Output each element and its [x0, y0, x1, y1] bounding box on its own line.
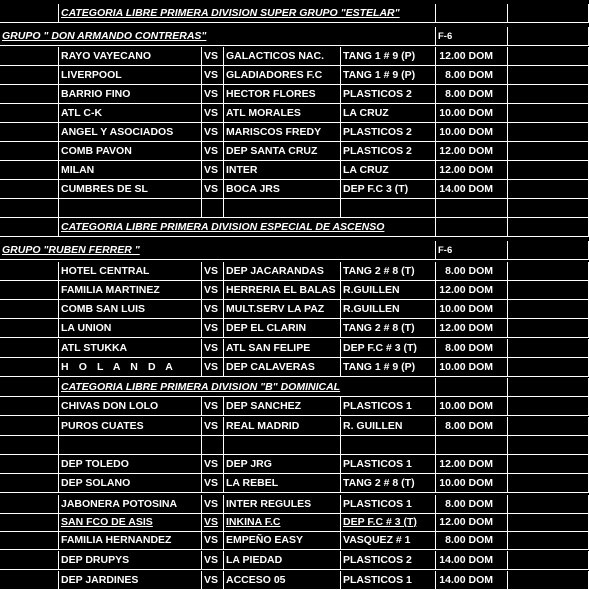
venue: PLASTICOS 1: [341, 495, 436, 514]
empty-cell: [436, 378, 508, 397]
empty-cell: [508, 495, 589, 514]
home-team: FAMILIA MARTINEZ: [59, 281, 202, 300]
empty-cell: [0, 474, 59, 493]
home-team: ANGEL Y ASOCIADOS: [59, 123, 202, 142]
match-row: [0, 47, 589, 66]
venue: R.GUILLEN: [341, 300, 436, 319]
empty-cell: [508, 142, 589, 161]
empty-cell: [508, 241, 589, 260]
empty-cell: [508, 281, 589, 300]
versus-label: VS: [202, 104, 224, 123]
home-team: FAMILIA HERNANDEZ: [59, 531, 202, 550]
home-team: ATL C-K: [59, 104, 202, 123]
versus-label: VS: [202, 358, 224, 377]
versus-label: VS: [202, 474, 224, 493]
match-time: 12.00 DOM: [436, 142, 508, 161]
versus-label: VS: [202, 531, 224, 550]
empty-cell: [0, 199, 59, 218]
match-time: 12.00 DOM: [436, 47, 508, 66]
empty-cell: [508, 4, 589, 23]
empty-cell: [202, 436, 224, 455]
match-time: 10.00 DOM: [436, 474, 508, 493]
versus-label: VS: [202, 571, 224, 590]
away-team: DEP CALAVERAS: [224, 358, 341, 377]
empty-cell: [0, 142, 59, 161]
venue: LA CRUZ: [341, 161, 436, 180]
away-team: LA REBEL: [224, 474, 341, 493]
versus-label: VS: [202, 161, 224, 180]
empty-cell: [508, 339, 589, 358]
home-team: COMB PAVON: [59, 142, 202, 161]
versus-label: VS: [202, 142, 224, 161]
home-team: DEP DRUPYS: [59, 551, 202, 570]
versus-label: VS: [202, 47, 224, 66]
empty-cell: [508, 571, 589, 590]
empty-cell: [0, 436, 59, 455]
match-row: [0, 262, 589, 281]
empty-cell: [508, 551, 589, 570]
match-time: 12.00 DOM: [436, 455, 508, 474]
empty-cell: [508, 474, 589, 493]
empty-cell: [508, 531, 589, 550]
match-row: [0, 474, 589, 493]
match-time: 14.00 DOM: [436, 180, 508, 199]
category-title: CATEGORIA LIBRE PRIMERA DIVISION "B" DOMINICAL: [59, 378, 436, 397]
match-row: [0, 300, 589, 319]
versus-label: VS: [202, 85, 224, 104]
group-row: [0, 27, 589, 46]
match-row: [0, 495, 589, 514]
away-team: INTER: [224, 161, 341, 180]
match-time: 8.00 DOM: [436, 417, 508, 436]
match-row: [0, 319, 589, 338]
versus-label: VS: [202, 417, 224, 436]
match-row: [0, 180, 589, 199]
home-team: JABONERA POTOSINA: [59, 495, 202, 514]
match-time: 10.00 DOM: [436, 397, 508, 416]
empty-cell: [0, 397, 59, 416]
venue: TANG 2 # 8 (T): [341, 262, 436, 281]
group-title: GRUPO " DON ARMANDO CONTRERAS": [0, 27, 436, 46]
away-team: DEP EL CLARIN: [224, 319, 341, 338]
match-time: 12.00 DOM: [436, 513, 508, 532]
empty-cell: [0, 104, 59, 123]
match-time: 8.00 DOM: [436, 531, 508, 550]
empty-cell: [436, 199, 508, 218]
home-team: H O L A N D A: [59, 358, 202, 377]
empty-cell: [341, 199, 436, 218]
match-row: [0, 513, 589, 532]
match-time: 12.00 DOM: [436, 281, 508, 300]
empty-cell: [508, 104, 589, 123]
away-team: ATL MORALES: [224, 104, 341, 123]
empty-cell: [0, 571, 59, 590]
empty-cell: [508, 199, 589, 218]
field-label: F-6: [436, 241, 508, 260]
match-time: 12.00 DOM: [436, 319, 508, 338]
empty-cell: [508, 47, 589, 66]
venue: PLASTICOS 1: [341, 571, 436, 590]
match-row: [0, 571, 589, 590]
away-team: MARISCOS FREDY: [224, 123, 341, 142]
empty-cell: [0, 4, 59, 23]
match-time: 8.00 DOM: [436, 495, 508, 514]
venue: TANG 2 # 8 (T): [341, 319, 436, 338]
empty-cell: [0, 378, 59, 397]
empty-cell: [508, 300, 589, 319]
match-row: [0, 339, 589, 358]
empty-cell: [0, 531, 59, 550]
away-team: INTER REGULES: [224, 495, 341, 514]
versus-label: VS: [202, 339, 224, 358]
empty-cell: [224, 436, 341, 455]
home-team: SAN FCO DE ASIS: [59, 513, 202, 532]
empty-cell: [0, 513, 59, 532]
venue: TANG 1 # 9 (P): [341, 66, 436, 85]
venue: VASQUEZ # 1: [341, 531, 436, 550]
versus-label: VS: [202, 397, 224, 416]
venue: PLASTICOS 1: [341, 397, 436, 416]
category-row: [0, 378, 589, 397]
match-time: 8.00 DOM: [436, 339, 508, 358]
empty-cell: [0, 281, 59, 300]
empty-cell: [202, 199, 224, 218]
empty-cell: [508, 397, 589, 416]
versus-label: VS: [202, 180, 224, 199]
empty-cell: [508, 180, 589, 199]
empty-cell: [436, 4, 508, 23]
away-team: HECTOR FLORES: [224, 85, 341, 104]
home-team: CUMBRES DE SL: [59, 180, 202, 199]
away-team: DEP SANTA CRUZ: [224, 142, 341, 161]
venue: LA CRUZ: [341, 104, 436, 123]
empty-cell: [0, 85, 59, 104]
venue: TANG 1 # 9 (P): [341, 358, 436, 377]
venue: R. GUILLEN: [341, 417, 436, 436]
venue: DEP F.C # 3 (T): [341, 513, 436, 532]
match-time: 8.00 DOM: [436, 66, 508, 85]
category-title: CATEGORIA LIBRE PRIMERA DIVISION SUPER GRUPO "ESTELAR": [59, 4, 436, 23]
empty-cell: [59, 199, 202, 218]
home-team: CHIVAS DON LOLO: [59, 397, 202, 416]
versus-label: VS: [202, 300, 224, 319]
empty-cell: [508, 358, 589, 377]
match-time: 8.00 DOM: [436, 262, 508, 281]
home-team: DEP JARDINES: [59, 571, 202, 590]
category-row: [0, 4, 589, 23]
group-title: GRUPO "RUBEN FERRER ": [0, 241, 436, 260]
home-team: ATL STUKKA: [59, 339, 202, 358]
versus-label: VS: [202, 66, 224, 85]
empty-cell: [0, 339, 59, 358]
match-row: [0, 417, 589, 436]
home-team: DEP SOLANO: [59, 474, 202, 493]
match-time: 10.00 DOM: [436, 104, 508, 123]
empty-cell: [0, 551, 59, 570]
empty-cell: [0, 123, 59, 142]
empty-cell: [508, 378, 589, 397]
field-label: F-6: [436, 27, 508, 46]
versus-label: VS: [202, 262, 224, 281]
away-team: MULT.SERV LA PAZ: [224, 300, 341, 319]
venue: PLASTICOS 1: [341, 455, 436, 474]
match-row: [0, 142, 589, 161]
empty-cell: [508, 513, 589, 532]
away-team: EMPEÑO EASY: [224, 531, 341, 550]
empty-cell: [508, 436, 589, 455]
venue: DEP F.C # 3 (T): [341, 339, 436, 358]
away-team: ACCESO 05: [224, 571, 341, 590]
empty-cell: [0, 358, 59, 377]
away-team: GALACTICOS NAC.: [224, 47, 341, 66]
empty-cell: [436, 436, 508, 455]
venue: DEP F.C 3 (T): [341, 180, 436, 199]
group-row: [0, 241, 589, 260]
empty-cell: [0, 262, 59, 281]
away-team: GLADIADORES F.C: [224, 66, 341, 85]
empty-cell: [224, 199, 341, 218]
venue: PLASTICOS 2: [341, 123, 436, 142]
match-row: [0, 397, 589, 416]
away-team: INKINA F.C: [224, 513, 341, 532]
empty-cell: [0, 218, 59, 237]
match-row: [0, 531, 589, 550]
away-team: DEP SANCHEZ: [224, 397, 341, 416]
empty-cell: [341, 436, 436, 455]
empty-cell: [508, 262, 589, 281]
venue: TANG 1 # 9 (P): [341, 47, 436, 66]
empty-cell: [508, 161, 589, 180]
empty-cell: [508, 218, 589, 237]
empty-cell: [0, 455, 59, 474]
home-team: LIVERPOOL: [59, 66, 202, 85]
home-team: LA UNION: [59, 319, 202, 338]
home-team: DEP TOLEDO: [59, 455, 202, 474]
home-team: BARRIO FINO: [59, 85, 202, 104]
empty-cell: [508, 319, 589, 338]
empty-cell: [59, 436, 202, 455]
empty-cell: [0, 319, 59, 338]
empty-cell: [0, 47, 59, 66]
match-time: 14.00 DOM: [436, 551, 508, 570]
home-team: MILAN: [59, 161, 202, 180]
match-row: [0, 161, 589, 180]
category-title: CATEGORIA LIBRE PRIMERA DIVISION ESPECIAL DE ASCENSO: [59, 218, 436, 237]
venue: R.GUILLEN: [341, 281, 436, 300]
versus-label: VS: [202, 123, 224, 142]
versus-label: VS: [202, 495, 224, 514]
empty-cell: [508, 27, 589, 46]
empty-cell: [0, 417, 59, 436]
match-time: 10.00 DOM: [436, 300, 508, 319]
match-time: 10.00 DOM: [436, 123, 508, 142]
away-team: LA PIEDAD: [224, 551, 341, 570]
match-row: [0, 358, 589, 377]
match-time: 14.00 DOM: [436, 571, 508, 590]
match-row: [0, 85, 589, 104]
away-team: DEP JRG: [224, 455, 341, 474]
empty-cell: [0, 495, 59, 514]
empty-cell: [508, 455, 589, 474]
versus-label: VS: [202, 281, 224, 300]
category-row: [0, 218, 589, 237]
empty-cell: [508, 66, 589, 85]
match-row: [0, 455, 589, 474]
away-team: HERRERIA EL BALAS: [224, 281, 341, 300]
home-team: RAYO VAYECANO: [59, 47, 202, 66]
empty-cell: [508, 123, 589, 142]
empty-cell: [508, 85, 589, 104]
match-time: 10.00 DOM: [436, 358, 508, 377]
blank-row: [0, 199, 589, 218]
venue: PLASTICOS 2: [341, 551, 436, 570]
away-team: BOCA JRS: [224, 180, 341, 199]
match-row: [0, 551, 589, 570]
match-row: [0, 104, 589, 123]
home-team: COMB SAN LUIS: [59, 300, 202, 319]
versus-label: VS: [202, 551, 224, 570]
empty-cell: [0, 66, 59, 85]
empty-cell: [0, 180, 59, 199]
empty-cell: [508, 417, 589, 436]
versus-label: VS: [202, 513, 224, 532]
versus-label: VS: [202, 319, 224, 338]
match-time: 8.00 DOM: [436, 85, 508, 104]
away-team: ATL SAN FELIPE: [224, 339, 341, 358]
match-row: [0, 281, 589, 300]
venue: TANG 2 # 8 (T): [341, 474, 436, 493]
venue: PLASTICOS 2: [341, 142, 436, 161]
away-team: DEP JACARANDAS: [224, 262, 341, 281]
versus-label: VS: [202, 455, 224, 474]
match-row: [0, 123, 589, 142]
empty-cell: [0, 161, 59, 180]
home-team: HOTEL CENTRAL: [59, 262, 202, 281]
match-time: 12.00 DOM: [436, 161, 508, 180]
venue: PLASTICOS 2: [341, 85, 436, 104]
match-row: [0, 66, 589, 85]
away-team: REAL MADRID: [224, 417, 341, 436]
blank-row: [0, 436, 589, 455]
empty-cell: [0, 300, 59, 319]
empty-cell: [436, 218, 508, 237]
home-team: PUROS CUATES: [59, 417, 202, 436]
